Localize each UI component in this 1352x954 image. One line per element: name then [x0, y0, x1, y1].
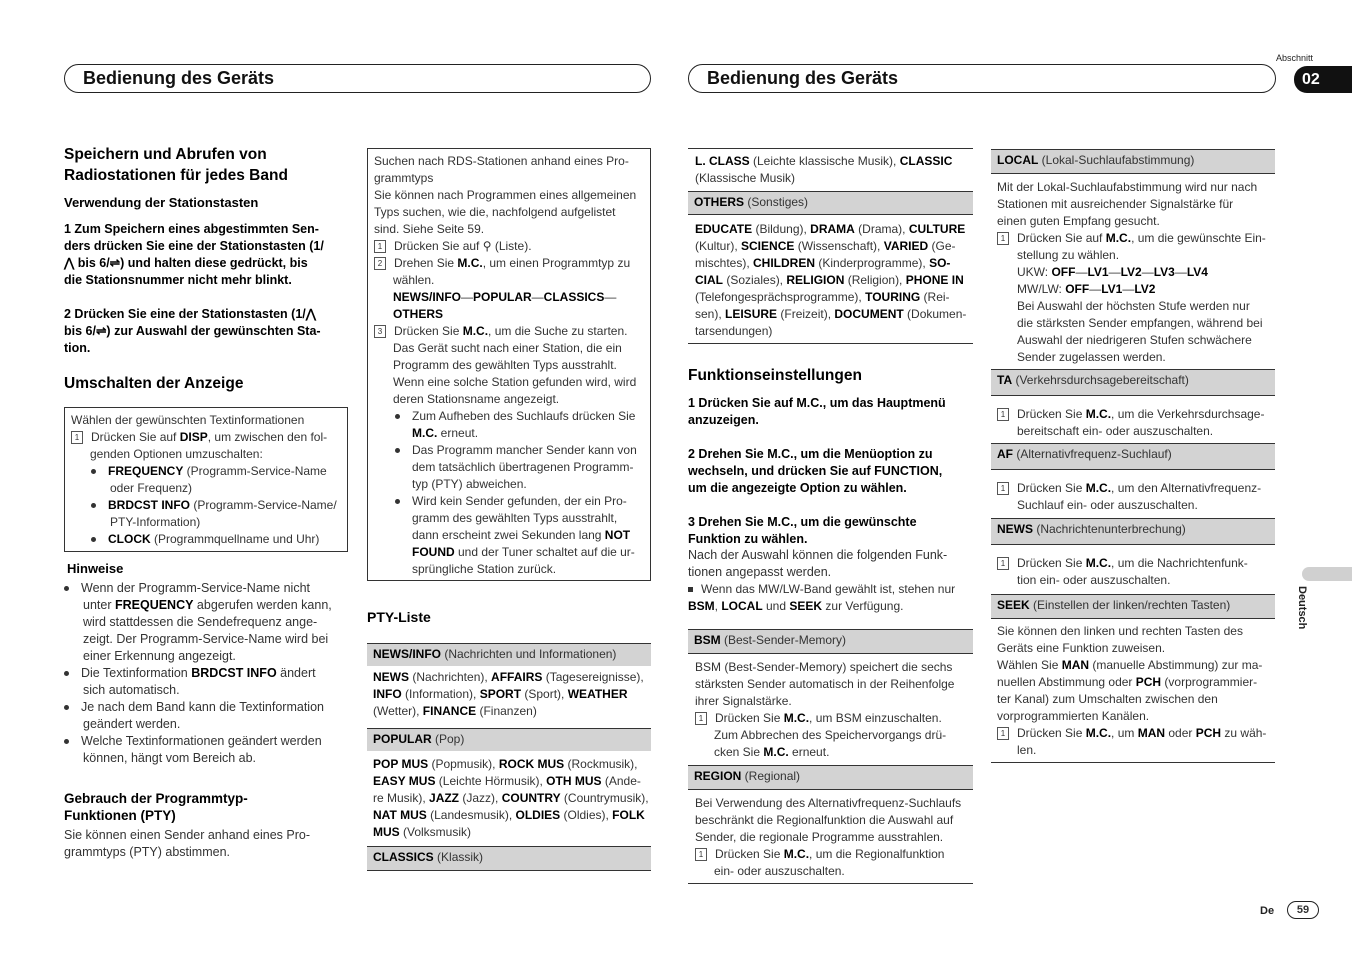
step-2: 2 Drücken Sie eine der Stationstasten (1/⋀ bis 6/⇌) zur Auswahl der gewünschten Sta- tion. [64, 307, 321, 355]
page-number: 59 [1287, 901, 1319, 919]
header-pill-left [64, 64, 651, 93]
func-news-bar: NEWS (Nachrichtenunterbrechung) [991, 518, 1275, 545]
bullet-icon [395, 448, 400, 453]
bullet-icon [64, 586, 69, 591]
heading-function: Funktionseinstellungen [688, 367, 862, 384]
section-number-tab: 02 [1294, 66, 1352, 93]
pty-intro: Sie können einen Sender anhand eines Pro- grammtyps (PTY) abstimmen. [64, 828, 311, 859]
pty-others-items: EDUCATE (Bildung), DRAMA (Drama), CULTURE (Kultur), SCIENCE (Wissenschaft), VARIED (Ge- mischtes), CHILDREN (Kinderprogramme), SO- CIAL (Soziales), RELIGION (Religion), PHONE IN (Telefongesprächsprogramme), TOURING (Rei- sen), LEISURE (Freizeit), DOCUMENT (Dokumen- tarsendungen) [695, 222, 967, 338]
step-number: 1 [997, 557, 1009, 570]
search-list-icon: ⚲ [482, 239, 492, 253]
func-note: Wenn das MW/LW-Band gewählt ist, stehen nur BSM, LOCAL und SEEK zur Verfügung. [688, 582, 956, 613]
page-title-right: Bedienung des Geräts [707, 68, 899, 88]
bullet-icon [395, 414, 400, 419]
step-number: 1 [695, 712, 707, 725]
func-news-text: 1 Drücken Sie M.C., um die Nachrichtenfunk- tion ein- oder auszuschalten. [997, 555, 1248, 589]
step-number: 1 [71, 431, 83, 444]
divider [991, 762, 1275, 763]
pty-popular-items: POP MUS (Popmusik), ROCK MUS (Rockmusik), EASY MUS (Leichte Hörmusik), OTH MUS (Ande- re Musik), JAZZ (Jazz), COUNTRY (Countrymusik), NAT MUS (Landesmusik), OLDIES (Oldies), FOLK MUS (Volksmusik) [373, 757, 649, 839]
step-number: 3 [374, 325, 386, 338]
pty-popular-bar: POPULAR (Pop) [367, 728, 651, 751]
heading-pty: Gebrauch der Programmtyp- Funktionen (PTY) [64, 791, 248, 823]
hints-title: Hinweise [67, 561, 124, 576]
divider [688, 148, 973, 149]
pty-news-bar: NEWS/INFO (Nachrichten und Informationen) [367, 643, 651, 666]
func-ta-bar: TA (Verkehrsdurchsagebereitschaft) [991, 369, 1275, 396]
divider [688, 883, 973, 884]
step-number: 1 [997, 482, 1009, 495]
step-number: 2 [374, 257, 386, 270]
step-number: 1 [997, 408, 1009, 421]
func-seek-text: Sie können den linken und rechten Tasten des Geräts eine Funktion zuweisen. Wählen Sie MAN (manuelle Abstimmung) zur ma- nuellen Abstimmung oder PCH (vorprogrammier- ter Kanal) zum Umschalten zwischen den vorprogrammierten Kanälen. 1 Drücken Sie M.C., um MAN oder PCH zu wäh- len. [997, 624, 1267, 757]
header-pill-right [688, 64, 1276, 93]
hints-list: Wenn der Programm-Service-Name nicht unter FREQUENCY abgerufen werden kann, wird stattdessen die Sendefrequenz ange- zeigt. Der Programm-Service-Name wird bei einer Erkennung angezeigt. Die Textinformation BRDCST INFO ändert sich automatisch. Je nach dem Band kann die Textinformation geändert werden. Welche Textinformationen geändert werden können, hängt vom Bereich ab. [64, 580, 332, 767]
func-step-1: 1 Drücken Sie auf M.C., um das Hauptmenü anzuzeigen. [688, 396, 946, 427]
pty-lclass: L. CLASS (Leichte klassische Musik), CLASSIC (Klassische Musik) [695, 154, 953, 185]
step-number: 1 [374, 240, 386, 253]
display-box-content: Wählen der gewünschten Textinformationen 1 Drücken Sie auf DISP, um zwischen den fol- genden Optionen umzuschalten: FREQUENCY (Programm-Service-Name oder Frequenz) BRDCST INFO (Programm-Service-Name/ PTY-Information) CLOCK (Programmquellname und Uhr) [71, 413, 337, 546]
heading-display: Umschalten der Anzeige [64, 375, 244, 392]
func-step-2: 2 Drehen Sie M.C., um die Menüoption zu wechseln, und drücken Sie auf FUNCTION, um die angezeigte Option zu wählen. [688, 447, 943, 495]
step-number: 1 [997, 232, 1009, 245]
func-bsm-text: BSM (Best-Sender-Memory) speichert die sechs stärksten Sender automatisch in der Reihenfolge ihrer Signalstärke. 1 Drücken Sie M.C., um BSM einzuschalten. Zum Abbrechen des Speichervorgangs drü- cken Sie M.C. erneut. [695, 660, 955, 759]
func-af-bar: AF (Alternativfrequenz-Suchlauf) [991, 443, 1275, 470]
bullet-icon [64, 705, 69, 710]
section-label: Abschnitt [1276, 53, 1314, 63]
bullet-icon [91, 469, 96, 474]
bullet-icon [91, 537, 96, 542]
func-region-text: Bei Verwendung des Alternativfrequenz-Suchlaufs beschränkt die Regionalfunktion die Auswahl auf Sender, die regionale Programme ausstrahlen. 1 Drücken Sie M.C., um die Regionalfunktion ein- oder auszuschalten. [695, 796, 962, 878]
language-tab [1302, 567, 1352, 581]
func-local-text: Mit der Lokal-Suchlaufabstimmung wird nur nach Stationen mit ausreichender Signalstärke für einen guten Empfang gesucht. 1 Drücken Sie auf M.C., um die gewünschte Ein- stellung zu wählen. UKW: OFF—LV1—LV2—LV3—LV4 MW/LW: OFF—LV1—LV2 Bei Auswahl der höchsten Stufe werden nur die stärksten Sender empfangen, während bei Auswahl der niedrigeren Stufen schwächere Sender zugelassen werden. [997, 180, 1266, 364]
func-local-bar: LOCAL (Lokal-Suchlaufabstimmung) [991, 149, 1275, 174]
heading-store: Speichern und Abrufen von Radiostationen für jedes Band [64, 146, 288, 184]
func-ta-text: 1 Drücken Sie M.C., um die Verkehrsdurchsage- bereitschaft ein- oder auszuschalten. [997, 406, 1264, 440]
step-number: 1 [997, 727, 1009, 740]
func-af-text: 1 Drücken Sie M.C., um den Alternativfrequenz- Suchlauf ein- oder auszuschalten. [997, 480, 1261, 514]
footer-lang-code: De [1260, 905, 1275, 917]
func-seek-bar: SEEK (Einstellen der linken/rechten Tasten) [991, 594, 1275, 619]
pty-others-bar: OTHERS (Sonstiges) [688, 191, 973, 215]
bullet-icon [64, 671, 69, 676]
pty-classics-bar: CLASSICS (Klassik) [367, 846, 651, 871]
step-number: 1 [695, 848, 707, 861]
rds-search-content: Suchen nach RDS-Stationen anhand eines Pro- grammtyps Sie können nach Programmen eines allgemeinen Typs suchen, wie die, nachfolgend aufgelistet sind. Siehe Seite 59. 1 Drücken Sie auf ⚲ (Liste). 2 Drehen Sie M.C., um einen Programmtyp zu wählen. NEWS/INFO—POPULAR—CLASSICS— OTHERS 3 Drücken Sie M.C., um die Suche zu starten. Das Gerät sucht nach einer Station, die ein Programm des gewählten Typs ausstrahlt. Wenn eine solche Station gefunden wird, wird deren Stationsname angezeigt. Zum Aufheben des Suchlaufs drücken Sie M.C. erneut. Das Programm mancher Sender kann von dem tatsächlich übertragenen Programm- typ (PTY) abweichen. Wird kein Sender gefunden, der ein Pro- gramm des gewählten Typs ausstrahlt, dann erscheint zwei Sekunden lang NOT FOUND und der Tuner schaltet auf die ur- sprüngliche Station zurück. [374, 154, 637, 576]
bullet-icon [64, 739, 69, 744]
pty-news-items: NEWS (Nachrichten), AFFAIRS (Tagesereignisse), INFO (Information), SPORT (Sport), WEATHER (Wetter), FINANCE (Finanzen) [373, 670, 644, 718]
func-bsm-bar: BSM (Best-Sender-Memory) [688, 629, 973, 654]
subheading-station-keys: Verwendung der Stationstasten [64, 195, 259, 210]
func-step-3: 3 Drehen Sie M.C., um die gewünschte Funktion zu wählen. [688, 515, 917, 546]
note-square-icon [688, 587, 693, 592]
bullet-icon [91, 503, 96, 508]
page-title-left: Bedienung des Geräts [83, 68, 275, 88]
divider [688, 343, 973, 344]
func-step-3-text: Nach der Auswahl können die folgenden Funk- tionen angepasst werden. [688, 548, 948, 579]
step-1: 1 Zum Speichern eines abgestimmten Sen- ders drücken Sie eine der Stationstasten (1/ ⋀ bis 6/⇌) und halten diese gedrückt, bis die Stationsnummer nicht mehr blinkt. [64, 222, 324, 287]
bullet-icon [395, 499, 400, 504]
heading-pty-list: PTY-Liste [367, 609, 431, 625]
func-region-bar: REGION (Regional) [688, 765, 973, 790]
language-tab-label: Deutsch [1296, 586, 1308, 630]
